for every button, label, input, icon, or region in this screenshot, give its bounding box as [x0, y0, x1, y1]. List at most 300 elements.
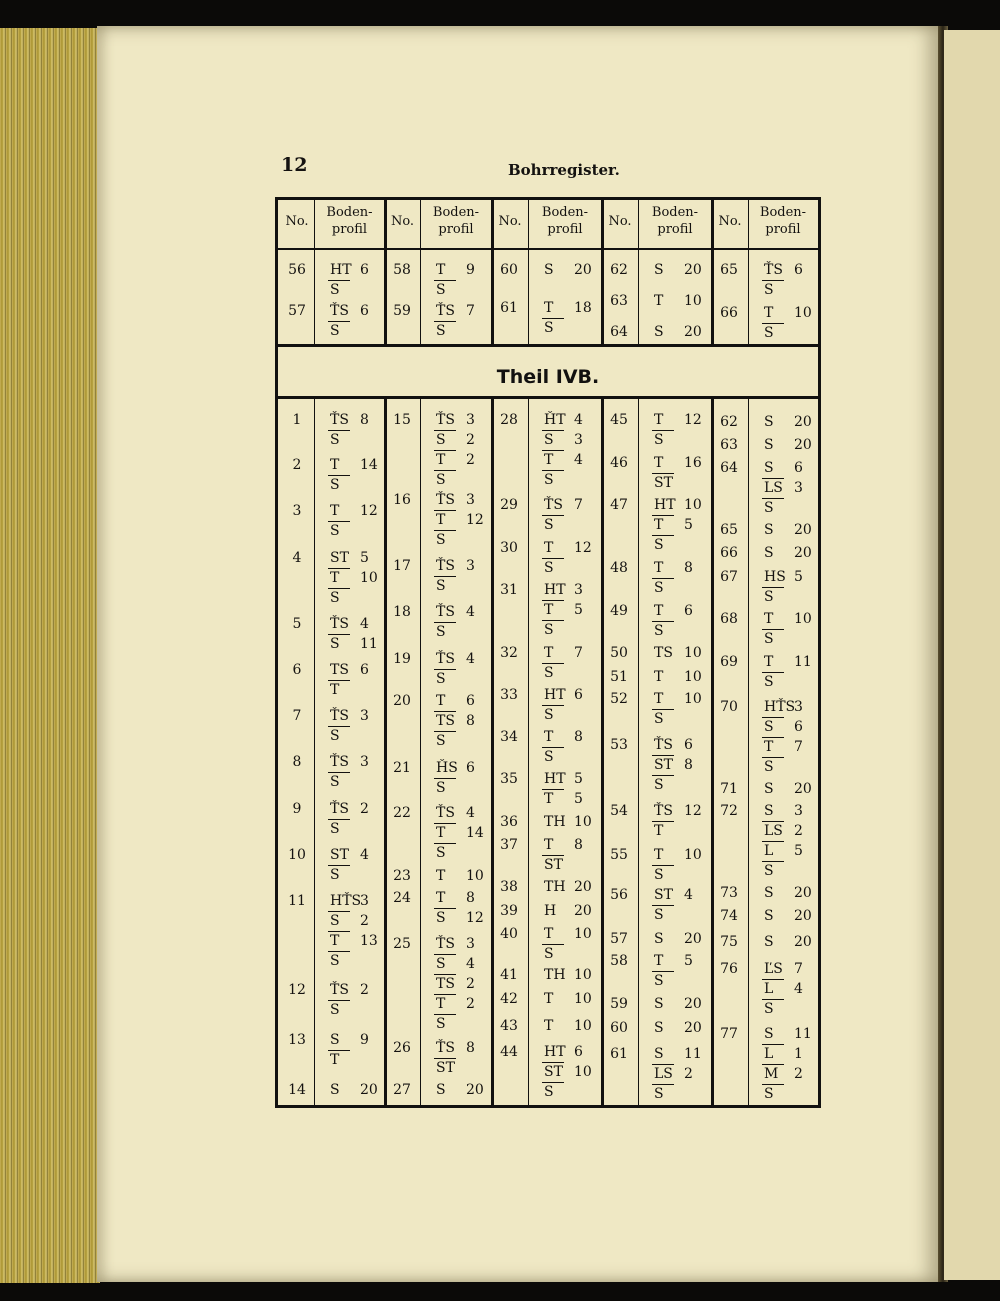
profile-layer: S — [330, 432, 340, 448]
column-header-profile: Boden- profil — [326, 205, 373, 237]
profile-layer: S — [330, 1002, 340, 1018]
fraction-bar — [762, 999, 784, 1000]
profile-depth: 10 — [684, 847, 702, 863]
profile-depth: 10 — [684, 669, 702, 685]
profile-layer: S — [764, 460, 774, 476]
profile-layer: S — [764, 437, 774, 453]
profile-layer: LS — [654, 1066, 673, 1082]
profile-layer: TH — [544, 814, 566, 830]
fraction-bar — [434, 510, 456, 511]
profile-layer: ŤS — [654, 803, 673, 819]
fraction-bar — [328, 726, 350, 727]
profile-layer: ST — [330, 550, 349, 566]
profile-layer: T — [544, 1018, 554, 1034]
profile-layer: T — [436, 825, 446, 841]
fraction-bar — [434, 908, 456, 909]
profile-depth: 7 — [794, 739, 803, 755]
profile-depth: 3 — [466, 412, 475, 428]
fraction-bar — [328, 911, 350, 912]
profile-layer: ST — [654, 757, 673, 773]
profile-layer: S — [764, 719, 774, 735]
entry-number: 56 — [610, 887, 628, 903]
profile-depth: 5 — [360, 550, 369, 566]
profile-depth: 12 — [466, 512, 484, 528]
profile-depth: 8 — [684, 560, 693, 576]
profile-layer: S — [764, 1001, 774, 1017]
profile-layer: T — [330, 503, 340, 519]
entry-number: 57 — [610, 931, 628, 947]
profile-depth: 20 — [574, 262, 592, 278]
profile-depth: 2 — [360, 913, 369, 929]
profile-layer: T — [654, 293, 664, 309]
fraction-bar — [762, 587, 784, 588]
profile-layer: T — [654, 691, 664, 707]
fraction-bar — [434, 823, 456, 824]
profile-depth: 6 — [466, 693, 475, 709]
entry-number: 17 — [393, 558, 411, 574]
fraction-bar — [762, 757, 784, 758]
entry-number: 12 — [288, 982, 306, 998]
entry-number: 50 — [610, 645, 628, 661]
profile-depth: 3 — [466, 492, 475, 508]
entry-number: 42 — [500, 991, 518, 1007]
profile-layer: T — [330, 457, 340, 473]
fraction-bar — [542, 620, 564, 621]
fraction-bar — [762, 478, 784, 479]
profile-layer: HT — [330, 262, 352, 278]
profile-layer: TH — [544, 967, 566, 983]
fraction-bar — [762, 979, 784, 980]
entry-number: 7 — [292, 708, 302, 724]
entry-number: 63 — [610, 293, 628, 309]
fraction-bar — [542, 789, 564, 790]
entry-number: 22 — [393, 805, 411, 821]
fraction-bar — [762, 821, 784, 822]
profile-depth: 10 — [794, 611, 812, 627]
entry-number: 37 — [500, 837, 518, 853]
fraction-bar — [434, 430, 456, 431]
profile-layer: ŤS — [330, 412, 349, 428]
entry-number: 27 — [393, 1082, 411, 1098]
profile-layer: S — [544, 622, 554, 638]
profile-depth: 13 — [360, 933, 378, 949]
fraction-bar — [328, 819, 350, 820]
profile-layer: T — [544, 991, 554, 1007]
profile-layer: S — [764, 803, 774, 819]
profile-depth: 12 — [466, 910, 484, 926]
profile-depth: 20 — [360, 1082, 378, 1098]
profile-depth: 5 — [574, 602, 583, 618]
profile-layer: T — [764, 611, 774, 627]
fraction-bar — [652, 535, 674, 536]
profile-layer: ŤS — [436, 604, 455, 620]
profile-layer: T — [764, 654, 774, 670]
profile-depth: 4 — [684, 887, 693, 903]
profile-layer: S — [764, 863, 774, 879]
profile-layer: S — [654, 996, 664, 1012]
profile-depth: 6 — [574, 687, 583, 703]
entry-number: 76 — [720, 961, 738, 977]
fraction-bar — [328, 588, 350, 589]
profile-layer: S — [330, 728, 340, 744]
entry-number: 15 — [393, 412, 411, 428]
fraction-bar — [762, 323, 784, 324]
entry-number: 67 — [720, 569, 738, 585]
entry-number: 41 — [500, 967, 518, 983]
profile-layer: ŤS — [330, 754, 349, 770]
profile-depth: 20 — [466, 1082, 484, 1098]
profile-layer: S — [436, 1082, 446, 1098]
profile-depth: 5 — [574, 771, 583, 787]
profile-layer: T — [544, 837, 554, 853]
profile-layer: S — [764, 500, 774, 516]
profile-layer: LS — [764, 480, 783, 496]
entry-number: 20 — [393, 693, 411, 709]
profile-layer: S — [330, 636, 340, 652]
profile-depth: 8 — [574, 837, 583, 853]
profile-depth: 6 — [574, 1044, 583, 1060]
fraction-bar — [652, 971, 674, 972]
column-rule — [638, 398, 639, 1105]
profile-layer: S — [764, 1026, 774, 1042]
profile-depth: 7 — [466, 303, 475, 319]
column-rule — [420, 398, 421, 1105]
profile-layer: S — [436, 780, 446, 796]
fraction-bar — [652, 621, 674, 622]
fraction-bar — [762, 841, 784, 842]
profile-layer: S — [436, 1016, 446, 1032]
entry-number: 48 — [610, 560, 628, 576]
column-rule — [314, 398, 315, 1105]
fraction-bar — [434, 1058, 456, 1059]
entry-number: 68 — [720, 611, 738, 627]
profile-depth: 14 — [360, 457, 378, 473]
profile-depth: 6 — [794, 719, 803, 735]
profile-depth: 10 — [574, 1064, 592, 1080]
entry-number: 10 — [288, 847, 306, 863]
fraction-bar — [542, 705, 564, 706]
profile-layer: S — [764, 934, 774, 950]
profile-layer: HŤS — [330, 893, 362, 909]
fraction-bar — [542, 318, 564, 319]
fraction-bar — [762, 1084, 784, 1085]
profile-layer: HT — [544, 582, 566, 598]
profile-depth: 20 — [794, 908, 812, 924]
profile-layer: S — [654, 432, 664, 448]
fraction-bar — [434, 843, 456, 844]
profile-layer: S — [330, 1082, 340, 1098]
entry-number: 3 — [292, 503, 302, 519]
profile-layer: S — [764, 522, 774, 538]
profile-depth: 12 — [684, 803, 702, 819]
fraction-bar — [652, 1084, 674, 1085]
profile-depth: 4 — [794, 981, 803, 997]
column-header-no: No. — [390, 214, 415, 229]
fraction-bar — [762, 861, 784, 862]
profile-layer: S — [436, 323, 446, 339]
row-rule — [278, 248, 818, 250]
profile-depth: 2 — [794, 1066, 803, 1082]
entry-number: 61 — [500, 300, 518, 316]
profile-depth: 9 — [360, 1032, 369, 1048]
profile-depth: 6 — [794, 262, 803, 278]
profile-depth: 20 — [574, 879, 592, 895]
profile-depth: 4 — [466, 651, 475, 667]
profile-layer: T — [654, 847, 664, 863]
profile-layer: H — [544, 903, 557, 919]
profile-layer: S — [764, 1086, 774, 1102]
running-head: Bohrregister. — [508, 161, 620, 179]
profile-layer: ŤS — [436, 1040, 455, 1056]
entry-number: 60 — [610, 1020, 628, 1036]
profile-layer: ŤS — [330, 708, 349, 724]
profile-layer: S — [436, 910, 446, 926]
fraction-bar — [434, 576, 456, 577]
profile-depth: 10 — [684, 497, 702, 513]
row-rule — [278, 396, 818, 399]
fraction-bar — [434, 280, 456, 281]
entry-number: 69 — [720, 654, 738, 670]
profile-depth: 2 — [360, 801, 369, 817]
fraction-bar — [434, 711, 456, 712]
entry-number: 1 — [292, 412, 302, 428]
profile-layer: T — [544, 602, 554, 618]
fraction-bar — [652, 430, 674, 431]
profile-layer: ŤS — [330, 616, 349, 632]
profile-layer: S — [764, 885, 774, 901]
profile-depth: 10 — [360, 570, 378, 586]
profile-layer: S — [654, 537, 664, 553]
profile-layer: S — [654, 1020, 664, 1036]
entry-number: 57 — [288, 303, 306, 319]
entry-number: 66 — [720, 545, 738, 561]
profile-depth: 20 — [684, 1020, 702, 1036]
fraction-bar — [434, 1014, 456, 1015]
profile-layer: T — [544, 300, 554, 316]
profile-layer: HS — [764, 569, 786, 585]
profile-depth: 20 — [794, 885, 812, 901]
profile-depth: 20 — [794, 522, 812, 538]
fraction-bar — [542, 470, 564, 471]
profile-depth: 10 — [574, 814, 592, 830]
column-header-profile: Boden- profil — [651, 205, 699, 237]
profile-depth: 7 — [574, 497, 583, 513]
facing-page — [944, 30, 1000, 1280]
entry-number: 71 — [720, 781, 738, 797]
profile-depth: 6 — [684, 737, 693, 753]
profile-layer: L — [764, 981, 774, 997]
profile-layer: TS — [436, 713, 455, 729]
profile-layer: S — [330, 590, 340, 606]
column-header-no: No. — [608, 214, 632, 229]
profile-layer: L — [764, 1046, 774, 1062]
profile-layer: TS — [330, 662, 349, 678]
profile-layer: HT — [544, 1044, 566, 1060]
entry-number: 29 — [500, 497, 518, 513]
profile-layer: T — [654, 953, 664, 969]
profile-depth: 5 — [794, 843, 803, 859]
profile-depth: 1 — [794, 1046, 803, 1062]
profile-layer: ŤS — [436, 303, 455, 319]
entry-number: 8 — [292, 754, 302, 770]
entry-number: 62 — [720, 414, 738, 430]
profile-depth: 20 — [794, 437, 812, 453]
profile-layer: S — [764, 631, 774, 647]
profile-depth: 7 — [574, 645, 583, 661]
profile-layer: ŤS — [654, 737, 673, 753]
profile-layer: S — [436, 282, 446, 298]
column-rule — [528, 398, 529, 1105]
profile-layer: S — [330, 523, 340, 539]
entry-number: 74 — [720, 908, 738, 924]
profile-depth: 2 — [466, 996, 475, 1012]
profile-layer: T — [544, 645, 554, 661]
entry-number: 11 — [288, 893, 306, 909]
profile-depth: 14 — [466, 825, 484, 841]
profile-layer: T — [330, 1052, 340, 1068]
profile-layer: T — [330, 682, 340, 698]
profile-layer: S — [436, 578, 446, 594]
profile-depth: 11 — [794, 1026, 812, 1042]
profile-depth: 3 — [574, 432, 583, 448]
profile-depth: 4 — [360, 847, 369, 863]
entry-number: 2 — [292, 457, 302, 473]
entry-number: 14 — [288, 1082, 306, 1098]
fraction-bar — [542, 1082, 564, 1083]
profile-layer: S — [330, 913, 340, 929]
profile-layer: T — [330, 570, 340, 586]
fraction-bar — [328, 430, 350, 431]
fraction-bar — [542, 1062, 564, 1063]
section-title: Theil IVB. — [496, 366, 600, 388]
bore-register-table — [275, 197, 821, 1108]
column-header-no: No. — [285, 214, 309, 229]
profile-depth: 2 — [684, 1066, 693, 1082]
profile-depth: 5 — [794, 569, 803, 585]
profile-layer: ŤS — [436, 412, 455, 428]
profile-depth: 2 — [466, 976, 475, 992]
profile-depth: 20 — [574, 903, 592, 919]
column-header-profile: Boden- profil — [541, 205, 589, 237]
entry-number: 60 — [500, 262, 518, 278]
profile-layer: L — [764, 843, 774, 859]
profile-layer: S — [330, 774, 340, 790]
profile-depth: 4 — [466, 956, 475, 972]
column-header-profile: Boden- profil — [432, 205, 480, 237]
fraction-bar — [328, 951, 350, 952]
fraction-bar — [652, 865, 674, 866]
profile-depth: 6 — [360, 262, 369, 278]
profile-depth: 4 — [466, 805, 475, 821]
profile-depth: 20 — [684, 262, 702, 278]
profile-layer: S — [544, 517, 554, 533]
profile-layer: S — [654, 1086, 664, 1102]
entry-number: 6 — [292, 662, 302, 678]
fraction-bar — [652, 578, 674, 579]
profile-layer: S — [330, 477, 340, 493]
profile-layer: S — [330, 323, 340, 339]
profile-layer: S — [654, 623, 664, 639]
profile-depth: 6 — [684, 603, 693, 619]
profile-layer: S — [544, 560, 554, 576]
profile-layer: LS — [764, 823, 783, 839]
fraction-bar — [434, 470, 456, 471]
profile-depth: 3 — [466, 936, 475, 952]
profile-layer: ST — [654, 887, 673, 903]
profile-layer: S — [330, 282, 340, 298]
profile-layer: ĽS — [764, 961, 783, 977]
profile-depth: 10 — [794, 305, 812, 321]
entry-number: 39 — [500, 903, 518, 919]
entry-number: 18 — [393, 604, 411, 620]
fraction-bar — [328, 931, 350, 932]
entry-number: 23 — [393, 868, 411, 884]
profile-depth: 3 — [466, 558, 475, 574]
entry-number: 58 — [393, 262, 411, 278]
profile-layer: S — [544, 472, 554, 488]
entry-number: 64 — [720, 460, 738, 476]
profile-layer: S — [654, 711, 664, 727]
entry-number: 55 — [610, 847, 628, 863]
fraction-bar — [762, 1044, 784, 1045]
fraction-bar — [434, 994, 456, 995]
fraction-bar — [652, 515, 674, 516]
profile-depth: 7 — [794, 961, 803, 977]
profile-depth: 5 — [684, 953, 693, 969]
profile-layer: S — [654, 324, 664, 340]
profile-layer: T — [544, 452, 554, 468]
profile-layer: S — [764, 908, 774, 924]
fraction-bar — [542, 515, 564, 516]
book-page-edges — [0, 28, 100, 1283]
profile-depth: 20 — [684, 931, 702, 947]
entry-number: 9 — [292, 801, 302, 817]
profile-layer: T — [436, 868, 446, 884]
entry-number: 72 — [720, 803, 738, 819]
entry-number: 34 — [500, 729, 518, 745]
profile-depth: 3 — [794, 699, 803, 715]
entry-number: 66 — [720, 305, 738, 321]
profile-layer: S — [654, 262, 664, 278]
profile-depth: 2 — [466, 432, 475, 448]
profile-layer: T — [764, 739, 774, 755]
fraction-bar — [434, 669, 456, 670]
fraction-bar — [328, 280, 350, 281]
fraction-bar — [762, 737, 784, 738]
fraction-bar — [328, 680, 350, 681]
entry-number: 47 — [610, 497, 628, 513]
fraction-bar — [652, 473, 674, 474]
profile-layer: S — [544, 707, 554, 723]
fraction-bar — [434, 954, 456, 955]
profile-layer: T — [654, 823, 664, 839]
fraction-bar — [434, 530, 456, 531]
profile-layer: S — [436, 472, 446, 488]
fraction-bar — [542, 558, 564, 559]
profile-layer: T — [654, 517, 664, 533]
profile-depth: 20 — [684, 996, 702, 1012]
profile-layer: S — [654, 907, 664, 923]
profile-layer: T — [544, 540, 554, 556]
profile-layer: S — [436, 432, 446, 448]
fraction-bar — [542, 663, 564, 664]
profile-depth: 11 — [794, 654, 812, 670]
entry-number: 24 — [393, 890, 411, 906]
profile-depth: 10 — [574, 926, 592, 942]
profile-depth: 3 — [794, 803, 803, 819]
profile-layer: S — [436, 532, 446, 548]
profile-layer: T — [764, 305, 774, 321]
